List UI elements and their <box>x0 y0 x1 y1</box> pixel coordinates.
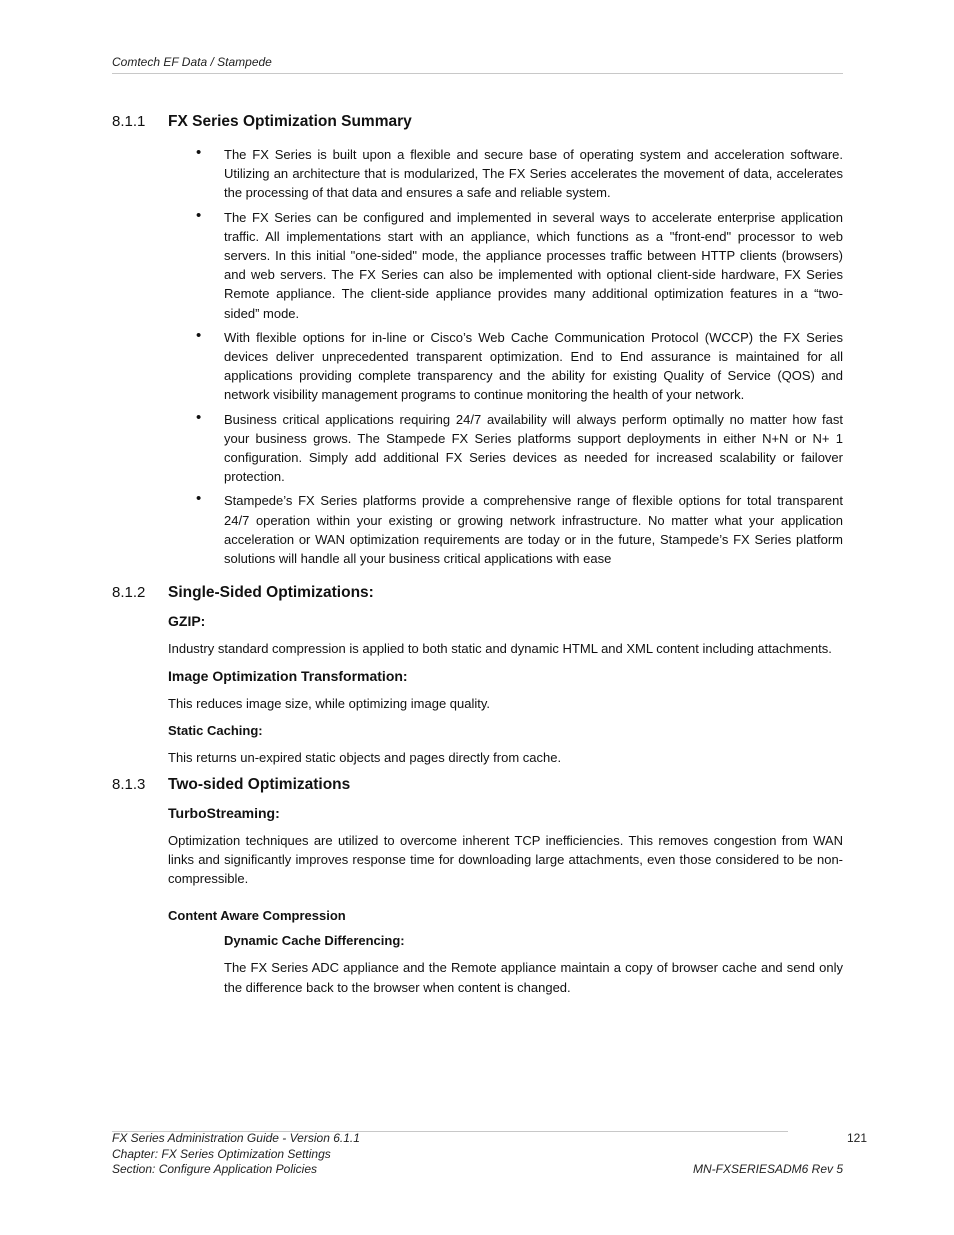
gzip-text: Industry standard compression is applied to both static and dynamic HTML and XML content including attachments. <box>168 641 832 657</box>
bullet-text: With flexible options for in-line or Cisco’s Web Cache Communication Protocol (WCCP) the FX Series devices deliver unprecedented transparent optimization. End to End assurance is maintained for all applications providing complete transparency and the ability for existing Quality of Service (QOS) and network visibility management programs to continue monitoring the health of your network. <box>224 329 843 403</box>
bullet-icon: • <box>196 206 202 224</box>
turbostreaming-text: Optimization techniques are utilized to overcome inherent TCP inefficiencies. This removes congestion from WAN links and significantly improves response time for downloading large attachments, even those considered to be non-compressible. <box>168 832 843 887</box>
image-optimization-text: This reduces image size, while optimizing image quality. <box>168 696 491 712</box>
footer-doc-id: MN-FXSERIESADM6 Rev 5 <box>692 1162 843 1176</box>
dynamic-cache-text: The FX Series ADC appliance and the Remote appliance maintain a copy of browser cache and send only the difference back to the browser when content is changed. <box>224 960 843 995</box>
page-content <box>112 113 843 997</box>
bullet-text: Stampede’s FX Series platforms provide a comprehensive range of flexible options for total transparent 24/7 operation within your existing or growing network infrastructure. No matter what your application acceleration or WAN optimization requirements are today or in the future, Stampede’s FX Series platform solutions will handle all your business critical applications with ease <box>224 493 843 567</box>
section-heading-8-1-3 <box>112 776 843 794</box>
bullet-item <box>196 144 843 203</box>
bullet-text: The FX Series is built upon a flexible and secure base of operating system and acceleration software. Utilizing an architecture that is modularized, The FX Series accelerates the movement of data, accelerates the processing of that data and ensures a safe and reliable system. <box>224 147 843 201</box>
section-number: 8.1.1 <box>112 113 146 130</box>
footer-guide-title: FX Series Administration Guide - Version 6.1.1 <box>112 1131 360 1145</box>
page-number: 121 <box>846 1131 867 1145</box>
bullet-item <box>196 408 843 487</box>
two-sided-body <box>112 805 843 997</box>
content-aware-compression-heading: Content Aware Compression <box>168 908 346 924</box>
bullet-item <box>196 326 843 405</box>
bullet-icon: • <box>196 326 202 344</box>
bullet-icon: • <box>196 490 202 508</box>
turbostreaming-heading: TurboStreaming: <box>168 804 280 821</box>
footer-section: Section: Configure Application Policies <box>112 1162 318 1176</box>
bullet-item <box>196 490 843 568</box>
static-caching-heading: Static Caching: <box>168 722 263 738</box>
summary-bullet-list <box>112 145 843 568</box>
footer-chapter: Chapter: FX Series Optimization Settings <box>112 1146 331 1161</box>
section-heading-8-1-1 <box>112 113 843 131</box>
bullet-icon: • <box>196 408 202 426</box>
running-header: Comtech EF Data / Stampede <box>112 55 843 74</box>
section-number: 8.1.3 <box>112 775 146 793</box>
section-heading-8-1-2 <box>112 584 843 602</box>
bullet-text: Business critical applications requiring 24/7 availability will always perform optimally no matter how fast your business grows. The Stampede FX Series platforms support deployments in either N+N or N+ 1 configuration. Simply add additional FX Series devices as needed for increased scalability or failover protection. <box>224 411 843 485</box>
footer-row <box>112 1162 843 1178</box>
section-title: Single-Sided Optimizations: <box>168 584 374 602</box>
dynamic-cache-block <box>168 933 843 996</box>
bullet-item <box>196 206 843 323</box>
footer-row <box>112 1147 867 1163</box>
bullet-text: The FX Series can be configured and implemented in several ways to accelerate enterprise application traffic. All implementations start with an appliance, which functions as a "front-end" processor to web servers. In this initial "one-sided" mode, the appliance processes traffic between HTTP clients (browsers) and web servers. The FX Series can also be implemented with optional client-side hardware, FX Series Remote appliance. The client-side appliance provides many additional optimization features in a “two-sided” mode. <box>224 209 843 321</box>
footer-row <box>112 1131 867 1147</box>
page-footer <box>112 1131 867 1178</box>
bullet-icon: • <box>196 144 202 161</box>
gzip-heading: GZIP: <box>168 613 206 630</box>
section-title: FX Series Optimization Summary <box>168 113 412 130</box>
section-title: Two-sided Optimizations <box>168 775 351 793</box>
section-number: 8.1.2 <box>112 584 146 602</box>
image-optimization-heading: Image Optimization Transformation: <box>168 668 408 685</box>
single-sided-body <box>112 613 843 767</box>
dynamic-cache-heading: Dynamic Cache Differencing: <box>224 933 405 949</box>
static-caching-text: This returns un-expired static objects and pages directly from cache. <box>168 749 562 765</box>
